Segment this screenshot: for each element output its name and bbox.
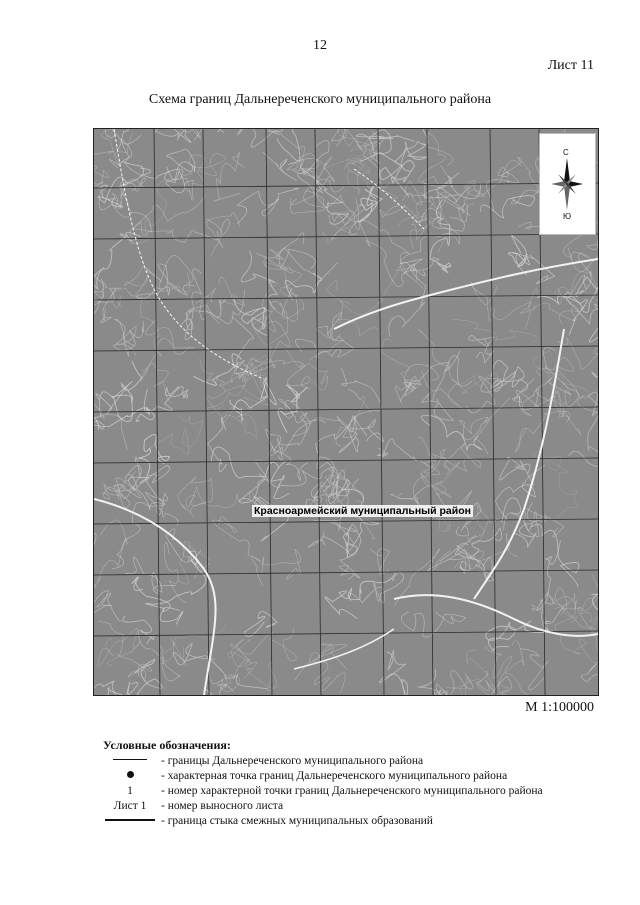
grid-line	[266, 129, 272, 695]
contour-line	[188, 269, 245, 324]
contour-line	[560, 598, 598, 662]
contour-line	[147, 255, 193, 283]
legend-item	[103, 769, 603, 784]
legend-item-text: - границы Дальнереченского муниципального района	[161, 755, 424, 767]
contour-line	[520, 649, 547, 690]
page-number: 12	[313, 38, 327, 53]
contour-line	[597, 424, 598, 468]
contour-line	[302, 169, 348, 224]
legend	[103, 738, 603, 829]
legend-item-text: - граница стыка смежных муниципальных образований	[161, 815, 433, 827]
boundary-line-symbol	[103, 754, 157, 769]
contour-line	[597, 291, 598, 344]
contour-line	[270, 288, 304, 322]
contour-line	[173, 219, 230, 243]
point-number-symbol: 1	[127, 785, 133, 797]
contour-line	[346, 159, 398, 198]
contour-line	[248, 290, 290, 376]
contour-line	[401, 612, 466, 637]
legend-title: Условные обозначения:	[103, 738, 231, 752]
contour-line	[277, 129, 321, 161]
contour-line	[563, 575, 598, 611]
legend-item-text: - характерная точка границ Дальнереченского муниципального района	[161, 770, 508, 782]
contour-line	[591, 590, 598, 611]
contour-line	[536, 347, 578, 406]
contour-line	[397, 461, 440, 503]
contour-line	[581, 663, 598, 695]
contour-line	[278, 399, 307, 436]
contour-line	[157, 129, 191, 143]
contour-line	[237, 188, 298, 224]
compass-rose	[539, 133, 596, 235]
contour-line	[269, 400, 310, 456]
contour-line	[232, 316, 254, 373]
contour-line	[380, 205, 428, 223]
contour-line	[348, 389, 372, 415]
contour-line	[466, 650, 495, 695]
contour-line	[400, 208, 460, 288]
contour-line	[290, 186, 328, 213]
river	[94, 499, 216, 695]
contour-line	[529, 129, 572, 133]
road	[354, 169, 424, 229]
contour-line	[324, 150, 370, 175]
contour-line	[316, 415, 384, 452]
contour-line	[241, 251, 277, 310]
contour-line	[305, 191, 409, 276]
contour-line	[94, 279, 104, 350]
sheet-number-symbol: Лист 1	[113, 800, 147, 812]
contour-line	[213, 517, 263, 586]
contour-line	[163, 639, 186, 666]
point-dot-symbol	[103, 769, 157, 784]
contour-line	[452, 319, 536, 342]
contour-line	[534, 450, 578, 522]
grid-line	[94, 458, 598, 463]
legend-item	[103, 784, 603, 799]
contour-line	[295, 313, 354, 358]
grid-line	[94, 295, 598, 300]
topographic-map	[93, 128, 599, 696]
contour-line	[387, 674, 412, 695]
contour-line	[125, 557, 176, 594]
compass-south-label: Ю	[563, 212, 572, 221]
contour-lines	[94, 129, 598, 695]
contour-line	[286, 350, 328, 391]
grid-line	[94, 346, 598, 351]
contour-line	[98, 628, 141, 667]
contour-line	[558, 309, 598, 369]
grid-line	[94, 234, 598, 239]
contour-line	[308, 522, 361, 555]
contour-line	[216, 650, 249, 691]
contour-line	[94, 232, 141, 288]
contour-line	[109, 139, 143, 177]
legend-item-text: - номер характерной точки границ Дальнереченского муниципального района	[161, 785, 543, 797]
contour-line	[98, 162, 144, 207]
contour-line	[234, 297, 267, 336]
contour-line	[94, 515, 96, 581]
contour-line	[120, 178, 146, 204]
contour-line	[238, 479, 278, 507]
contour-line	[468, 335, 493, 363]
contour-line	[325, 572, 396, 618]
contour-line	[252, 308, 302, 346]
contour-line	[231, 628, 297, 679]
contour-line	[262, 549, 301, 579]
contour-line	[219, 277, 245, 309]
contour-line	[98, 621, 152, 681]
contour-line	[111, 288, 161, 375]
legend-item	[103, 814, 603, 829]
grid-line	[94, 183, 598, 188]
contour-line	[589, 318, 598, 388]
grid-line	[94, 519, 598, 524]
contour-line	[94, 520, 127, 593]
river	[334, 259, 598, 329]
contour-line	[564, 277, 598, 313]
region-label: Красноармейский муниципальный район	[254, 505, 471, 517]
contour-line	[112, 361, 142, 422]
grid-line	[203, 129, 209, 695]
contour-line	[159, 625, 226, 653]
grid-line	[154, 129, 160, 695]
contour-line	[331, 129, 363, 151]
contour-line	[371, 549, 390, 575]
contour-line	[421, 462, 460, 498]
contour-line	[531, 524, 579, 587]
scale-label: М 1:100000	[525, 700, 594, 715]
contour-line	[436, 670, 472, 695]
contour-line	[94, 157, 151, 241]
contour-line	[94, 591, 122, 621]
junction-line-symbol	[103, 814, 157, 829]
grid-line	[315, 129, 321, 695]
contour-line	[418, 133, 453, 187]
contour-line	[332, 198, 365, 240]
contour-line	[508, 234, 529, 266]
contour-line	[537, 540, 563, 623]
contour-line	[477, 671, 511, 695]
contour-line	[471, 283, 537, 321]
contour-line	[566, 299, 598, 333]
legend-item-text: - номер выносного листа	[161, 800, 284, 812]
grid-line	[94, 631, 598, 636]
legend-item	[103, 799, 603, 814]
road	[114, 129, 264, 379]
contour-line	[309, 652, 345, 693]
contour-line	[213, 152, 244, 201]
compass-north-label: С	[563, 148, 569, 157]
contour-line	[491, 360, 528, 391]
contour-line	[140, 364, 171, 403]
map-graphics	[94, 129, 598, 695]
contour-line	[245, 612, 278, 637]
contour-line	[455, 533, 518, 569]
contour-line	[364, 136, 390, 187]
contour-line	[377, 439, 417, 461]
contour-line	[138, 435, 169, 476]
contour-line	[193, 354, 241, 385]
contour-line	[499, 457, 533, 485]
grid-line	[427, 129, 433, 695]
legend-item	[103, 754, 603, 769]
contour-line	[144, 386, 188, 412]
map-title: Схема границ Дальнереченского муниципального района	[148, 92, 492, 107]
contour-line	[440, 545, 494, 581]
contour-line	[287, 153, 332, 170]
contour-line	[481, 196, 535, 218]
contour-line	[569, 392, 599, 467]
contour-line	[113, 179, 143, 213]
contour-line	[267, 131, 322, 189]
contour-line	[208, 418, 227, 472]
sheet-label: Лист 11	[547, 58, 594, 73]
contour-line	[254, 497, 288, 541]
contour-line	[257, 233, 304, 259]
contour-line	[279, 248, 338, 286]
contour-line	[94, 162, 109, 195]
contour-line	[271, 461, 289, 499]
